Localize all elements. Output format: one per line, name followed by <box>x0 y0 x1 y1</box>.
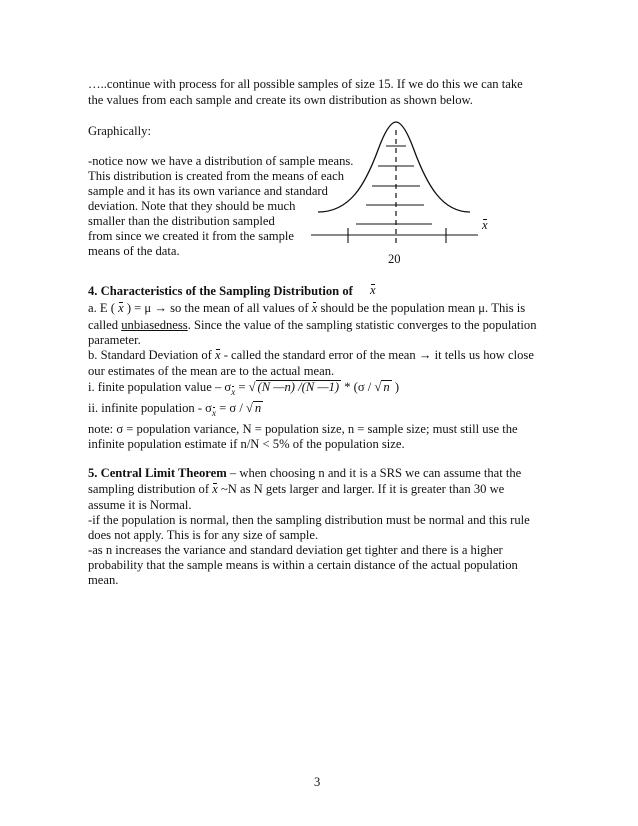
page-number: 3 <box>314 775 321 789</box>
graphically-line-3: sample and it has its own variance and standard <box>88 184 328 198</box>
section-4-heading: 4. Characteristics of the Sampling Distribution of <box>88 284 353 298</box>
section-5-line-2: sampling distribution of x ~N as N gets larger and larger. If it is greater than 30 we <box>88 482 505 496</box>
graphically-line-5: smaller than the distribution sampled <box>88 214 275 228</box>
graphically-line-4: deviation. Note that they should be much <box>88 199 296 213</box>
section-4b-line-2: our estimates of the mean are to the actual mean. <box>88 364 335 378</box>
section-4b-line-1: b. Standard Deviation of x - called the standard error of the mean → it tells us how close <box>88 348 534 362</box>
section-5-line-8: mean. <box>88 573 119 587</box>
section-4a-line-2: called unbiasedness. Since the value of the sampling statistic converges to the population <box>88 318 537 332</box>
graphically-line-6: from since we created it from the sample <box>88 229 294 243</box>
graphically-line-2: This distribution is created from the means of each <box>88 169 344 183</box>
graphically-heading: Graphically: <box>88 124 151 138</box>
section-5-line-5: does not apply. This is for any size of sample. <box>88 528 319 542</box>
infinite-population-formula: ii. infinite population - $\sigma_x = \sigma$ / √ n <box>88 401 263 421</box>
intro-line-1: …..continue with process for all possible samples of size 15. If we do this we can take <box>88 77 523 91</box>
section-4a-line-1: a. E ( x ) = μ → so the mean of all values of x should be the population mean μ. This is <box>88 301 526 315</box>
graphically-line-7: means of the data. <box>88 244 180 258</box>
section-5-line-3: assume it is Normal. <box>88 498 192 512</box>
section-5-line-7: probability that the sample means is within a certain distance of the actual population <box>88 558 518 572</box>
figure-center-label: 20 <box>388 252 401 266</box>
note-line-2: infinite population estimate if n/N < 5% of the population size. <box>88 437 405 451</box>
section-5-line-1: 5. Central Limit Theorem – when choosing n and it is a SRS we can assume that the <box>88 466 522 480</box>
section-5-line-4: -if the population is normal, then the sampling distribution must be normal and this rule <box>88 513 530 527</box>
finite-population-formula: i. finite population value – $\sigma_x$ = √ (N —n) /(N —1) * (σ / √ n ) <box>88 380 399 400</box>
intro-line-2: the values from each sample and create its own distribution as shown below. <box>88 93 473 107</box>
graphically-line-1: -notice now we have a distribution of sample means. <box>88 154 354 168</box>
bell-curve <box>318 122 470 212</box>
note-line-1: note: σ = population variance, N = population size, n = sample size; must still use the <box>88 422 518 436</box>
section-4a-line-3: parameter. <box>88 333 141 347</box>
figure-xbar-label: x <box>482 218 488 232</box>
section-5-line-6: -as n increases the variance and standard deviation get tighter and there is a higher <box>88 543 503 557</box>
section-4-heading-symbol: x <box>370 283 376 297</box>
